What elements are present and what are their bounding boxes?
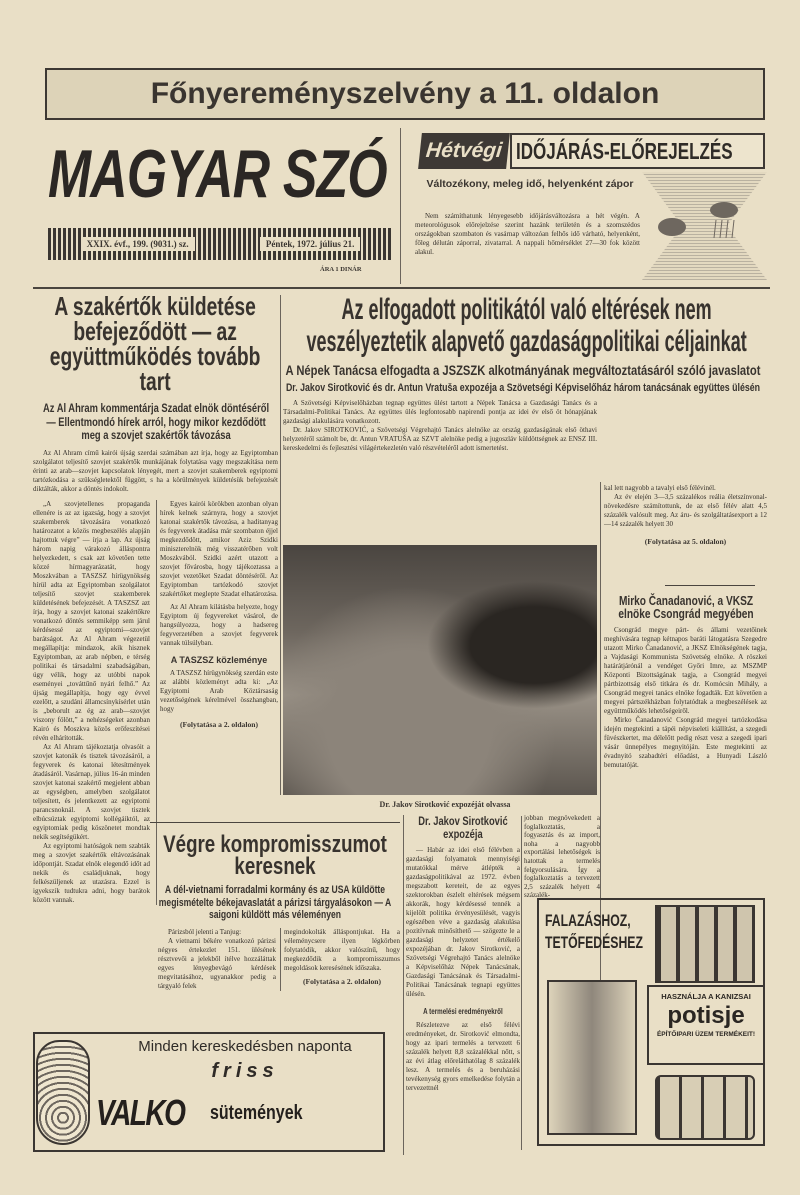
sirotkovic-section-body bbox=[406, 1021, 520, 1093]
paragraph: A TASZSZ hírügynökség szerdán este az alábbi közleményt adta ki: „Az Egyiptomi Arab Köztársaság vezetőségének kérelmével összhangban, hogy bbox=[160, 668, 278, 713]
vegre-article bbox=[158, 831, 400, 991]
mirko-article bbox=[604, 594, 767, 770]
cake-roll-illustration bbox=[36, 1040, 90, 1145]
mirko-headline: Mirko Čanadanović, a VKSZ elnöke Csongrád megyében bbox=[618, 593, 754, 621]
paragraph: A vietnami békére vonatkozó párizsi négyes értekezlet 151. ülésének résztvevői a jelekből ítélve hozzáláttak egyes lényegbevágó kérdések megvitatásához, ugyanakkor pedig a tárgyaló felek bbox=[158, 936, 276, 990]
weather-label-script: Hétvégi bbox=[418, 133, 510, 169]
sirotkovic-headline: Dr. Jakov Sirotković expozéja bbox=[418, 814, 508, 841]
main-subhead: A Népek Tanácsa elfogadta a JSZSZK alkotmányának megváltoztatásáról szóló javaslatot bbox=[285, 362, 761, 378]
left-subhead: Az Al Ahram kommentárja Szadat elnök döntéséről — Ellentmondó hírek arról, hogy mikor kezdődött meg a szovjet szakértők távozása bbox=[42, 401, 270, 442]
left-intro bbox=[33, 449, 278, 494]
paragraph: megindokolták álláspontjukat. Ha a véleménycsere ilyen légkörben folytatódik, akkor valószínű, hogy megkezdődik a kompromisszumos megoldások keresésének időszaka. bbox=[284, 927, 400, 972]
section-heading: A TASZSZ közleménye bbox=[170, 654, 268, 665]
banner-text: Főnyereményszelvény a 11. oldalon bbox=[150, 77, 660, 110]
ad-valko-brand: VALKO bbox=[96, 1092, 185, 1133]
panel-illustration bbox=[547, 980, 637, 1135]
weather-body bbox=[415, 212, 640, 257]
section-heading: A termelési eredményekről bbox=[423, 1007, 503, 1016]
left-headline: A szakértők küldetése befejeződött — az együttműködés tovább tart bbox=[49, 291, 261, 396]
continued-note: (Folytatása az 5. oldalon) bbox=[644, 537, 727, 546]
divider bbox=[33, 287, 770, 289]
vegre-col-2 bbox=[280, 928, 400, 991]
sirotkovic-col-2 bbox=[524, 814, 600, 900]
ad-brick-box bbox=[647, 985, 765, 1065]
divider bbox=[403, 815, 404, 1155]
weather-illustration bbox=[642, 172, 767, 280]
ad-valko-line2: friss bbox=[211, 1060, 279, 1082]
continued-note: (Folytatása a 2. oldalon) bbox=[302, 976, 382, 986]
ad-valko-product: sütemények bbox=[210, 1102, 303, 1124]
main-right-text bbox=[604, 484, 767, 546]
paragraph: jobban megnövekedett a foglalkoztatás, a fogyasztás és az import, noha a nagyobb exportálási lehetőségek is hatottak a termelés felgyorsulására. Így a foglalkoztatás a tervezett 2,5 százalék helyett 4 százalék- bbox=[524, 814, 600, 900]
weather-subtitle: Változékony, meleg idő, helyenként zápor bbox=[426, 178, 634, 190]
divider bbox=[400, 128, 401, 284]
paragraph: Az Al Ahram kilátásba helyezte, hogy Egyiptom új fegyvereket vásárol, de hangsúlyozza, hogy a hadsereg fegyverzetében a szovjet fegyverek vannak túlsúlyban. bbox=[160, 602, 278, 647]
vegre-headline: Végre kompromisszumot keresnek bbox=[163, 831, 387, 880]
issue-date: Péntek, 1972. július 21. bbox=[260, 237, 361, 251]
sirotkovic-article bbox=[406, 815, 520, 1093]
divider bbox=[665, 585, 755, 586]
main-headline: Az elfogadott politikától való eltérések nem veszélyeztetik alapvető gazdaságpolitikai céljainkat bbox=[306, 293, 747, 358]
paragraph: Az egyiptomi hatóságok nem szabták meg a szovjet szakértők eltávozásának időpontját. Szadat elnök elegendő időt ad nekik és családjuknak, hogy felkészüljenek az utazásra. Ezzel is igyekszik tudtukra adni, hogy barátok között vannak. bbox=[33, 841, 150, 904]
paragraph: Dr. Jakov SIROTKOVIĆ, a Szövetségi Végrehajtó Tanács alelnöke az ország gazdaságának első öthavi helyzetéről számolt be, dr. Antun VRATUŠA az SZVT alelnöke pedig a jugoszláv küldöttségnek az ENSZ III. kereskedelmi és fejlesztési világértekezletén való részvételéről adott ismertetést. bbox=[283, 426, 597, 452]
news-photo bbox=[283, 545, 597, 795]
paragraph: A Szövetségi Képviselőházban tegnap együttes ülést tartott a Népek Tanácsa a Gazdasági Tanács és a Társadalmi-Politikai Tanács. Az együttes ülés legfontosabb napirendi pontja az idei év első öt hónapjának gazdasági alakulására vonatkozott. bbox=[283, 399, 597, 425]
brick-illustration bbox=[655, 905, 755, 983]
paragraph: Részletezve az első félévi eredményeket, dr. Sirotković elmondta, hogy az ipari termelés a tervezett 6 százalék helyett 8,8 százalékkal nőtt, s az évi átlag előreláthatólag 8 százalék lesz. A termelés és a beruházási tevékenység gyors emelkedése folytán a tervezettnél bbox=[406, 1021, 520, 1092]
weather-header bbox=[510, 133, 765, 169]
paragraph: Párizsból jelenti a Tanjug: bbox=[168, 927, 242, 936]
mirko-body bbox=[604, 626, 767, 770]
paragraph: „A szovjetellenes propaganda ellenére is az az igazság, hogy a szovjet szakemberek távozására vonatkozó határozatot a közös megbeszélés alapján hajtottuk végre” — írja a lap. Az újság három napig várakozó álláspontra helyezkedett, s csak azt követően tette közzé hírmagyarázatát, hogy Moszkvában a TASZSZ hírügynökség hírül adta az Egyiptomban szolgálatot teljesítő szovjet szakemberek küldetésének befejezését. A TASZSZ azt írja, hogy a szovjet katonai szakértőkre vonatkozó döntés semmiképp sem járul kérdésessé az egyiptomi—szovjet barátságot. Az Al Ahram végezetül megállapítja: mindazok, akik hisznek Egyiptomban, az arab népben, e térség politikai és társadalmi szabadságában, úgy vélik, hogy az utóbbi napok eseményei „továttűnő nyári felhő.” Az újság megállapítja, hogy egy évvel ezelőtt, a szudáni államcsínykísérlet után is „beborult az ég az arab—szovjet viszony fölött,” a nehézségeket azonban Kairó és Moszkva közös erőfeszítései révén elhárították. bbox=[33, 499, 150, 742]
main-subhead-2: Dr. Jakov Sirotković és dr. Antun Vratuša expozéja a Szövetségi Képviselőház három tanácsának együttes ülésén bbox=[285, 382, 761, 394]
weather-text: Nem számíthatunk lényegesebb időjárásváltozásra a hét végén. A meteorológusok előrejelzése szerint hazánk területén és a szomszédos országokban szombaton és vasárnap változóan felhős idő várható, helyenként, főleg délután záporral, zivatarral. A nappali hőmérséklet 27—30 fok között alakul. bbox=[415, 212, 640, 256]
divider bbox=[521, 816, 522, 1150]
issue-info-bar bbox=[48, 228, 393, 260]
rain-cloud-icon bbox=[642, 172, 767, 280]
ad-brick-brand: potisje bbox=[667, 1002, 745, 1029]
vegre-col-1 bbox=[158, 928, 276, 991]
block-illustration bbox=[655, 1075, 755, 1140]
paragraph: — Habár az idei első félévben a gazdasági folyamatok mennyiségi mutatókkal mérve átlépték a gazdaságpolitikával az 1972. évben megszabott kereteit, de az egyes szektorokban észlelt eltérések mégsem akkorák, hogy kérdésessé tennék a kijelölt politika érvényesülését, vagyis egészében véve a gazdaság alakulása pozitívnak minősíthető — szögezte le a gazdasági helyzetet értékelő expozéjában dr. Jakov Sirotković, a Szövetségi Végrehajtó Tanács alelnöke a Képviselőház Népek Tanácsának, Gazdasági Tanácsának és Társadalmi-Politikai Tanácsának tegnapi együttes ülésén. bbox=[406, 846, 520, 998]
masthead-logo: MAGYAR SZÓ bbox=[48, 136, 387, 212]
ad-brick-line1: HASZNÁLJA A KANIZSAI bbox=[661, 992, 751, 1001]
vegre-columns bbox=[158, 928, 400, 991]
sirotkovic-col-1 bbox=[406, 846, 520, 999]
main-article bbox=[283, 294, 770, 453]
vegre-subhead: A dél-vietnami forradalmi kormány és az USA küldötte megismételte békejavaslatát a párizsi tárgyalásokon — A saigoni küldött más véleményen bbox=[158, 884, 392, 921]
divider bbox=[150, 822, 400, 823]
top-banner bbox=[45, 68, 765, 120]
continued-note: (Folytatása a 2. oldalon) bbox=[179, 719, 259, 729]
left-article bbox=[33, 291, 278, 905]
paragraph: Mirko Čanadanović Csongrád megyei tartózkodása idején megtekinti a tápéi népviseleti kiállítást, a szegedi füvészkertet, ma délelőtt pedig részt vesz a szegedi ipari vásár ünnepélyes megnyitóján. Este megtekinti az évadnyitó szabadtéri előadást, a Hunyadi László bemutatóját. bbox=[604, 716, 767, 769]
ad-brick-line2: ÉPÍTŐIPARI ÜZEM TERMÉKEIT! bbox=[656, 1031, 756, 1038]
photo-caption: Dr. Jakov Sirotković expozéját olvassa bbox=[379, 800, 511, 809]
paragraph: Az év elején 3—3,5 százalékos reália életszínvonal-növekedésre számítottunk, de az első félév alatt 4,5 százalék valósult meg. Az áru- és szolgáltatásexport a 12—14 százalék helyett 30 bbox=[604, 493, 767, 528]
ad-valko-line1: Minden kereskedésben naponta bbox=[138, 1038, 352, 1055]
paragraph: Egyes kairói körökben azonban olyan hírek kelnek szárnyra, hogy a szovjet katonai szakértők távozása, a haditanyag és fegyverek átadása már szombaton éjjel megkezdődött, amikor Aziz Szidki miniszterelnök még visszatérőben volt Moszkvából. Szidki azért utazott a szovjet fővárosba, hogy tájékoztassa a szovjet vezetőket Szadat döntéséről. Az Egyiptomban tartózkodó szovjet szakértőket meglepte Szadat elhatározása. bbox=[160, 499, 278, 598]
paragraph: Az Al Ahram című kairói újság szerdai számában azt írja, hogy az Egyiptomban szolgálatot teljesítő szovjet szakértők munkájának folytatása vagy megszakítása nem érinti az arab—szovjet kapcsolatok lényegét, mert a szovjet szakemberek egyiptomi tartózkodása a szükségletektől függött, s ha a körülmények küldetésük befejezését diktálták, akkor a döntés indokolt. bbox=[33, 448, 278, 493]
paragraph: Csongrád megye párt- és állami vezetőinek meghívására tegnap kétnapos baráti látogatásra Szegedre utazott Mirko Čanadanović, a JKSZ Elnökségének tagja, a Vajdasági Kommunista Szövetség elnöke. A röszkei határátjárónál a vendéget Győri Imre, az MSZMP Központi Bizottságának tagja, a Csongrád megyei pártbizottság első titkára és dr. Komócsin Mihály, a Csongrád megyei tanács elnöke fogadták. Ezt követően a megyei pártszékházban folytatódtak a megbeszélések az együttműködés lehetőségeiről. bbox=[604, 626, 767, 715]
price: ÁRA 1 DINÁR bbox=[320, 266, 362, 273]
divider bbox=[280, 295, 281, 795]
issue-number: XXIX. évf., 199. (9031.) sz. bbox=[81, 237, 195, 251]
left-col-1 bbox=[33, 500, 150, 905]
paragraph: Az Al Ahram tájékoztatja olvasóit a szovjet katonák és tisztek távozásáról, a fegyverek és katonai létesítmények átadásáról. Vasárnap, július 16-án minden szovjet katonai szakértő megjelent abban az egységben, amelyben szolgálatot teljesített, és jelentkezett az egyiptomi parancsnoknál. A szovjet tisztek elbúcsúztak egyiptomi kollégáiktól, az egyiptomiak pedig köszönetet mondtak nekik segítségükért. bbox=[33, 742, 150, 841]
ad-brick-title: FALAZÁSHOZ, TETŐFEDÉSHEZ bbox=[545, 911, 643, 952]
weather-label: IDŐJÁRÁS-ELŐREJELZÉS bbox=[516, 137, 733, 164]
paragraph: kal lett nagyobb a tavalyi első félévinél. bbox=[604, 484, 716, 492]
main-lead bbox=[283, 399, 597, 453]
